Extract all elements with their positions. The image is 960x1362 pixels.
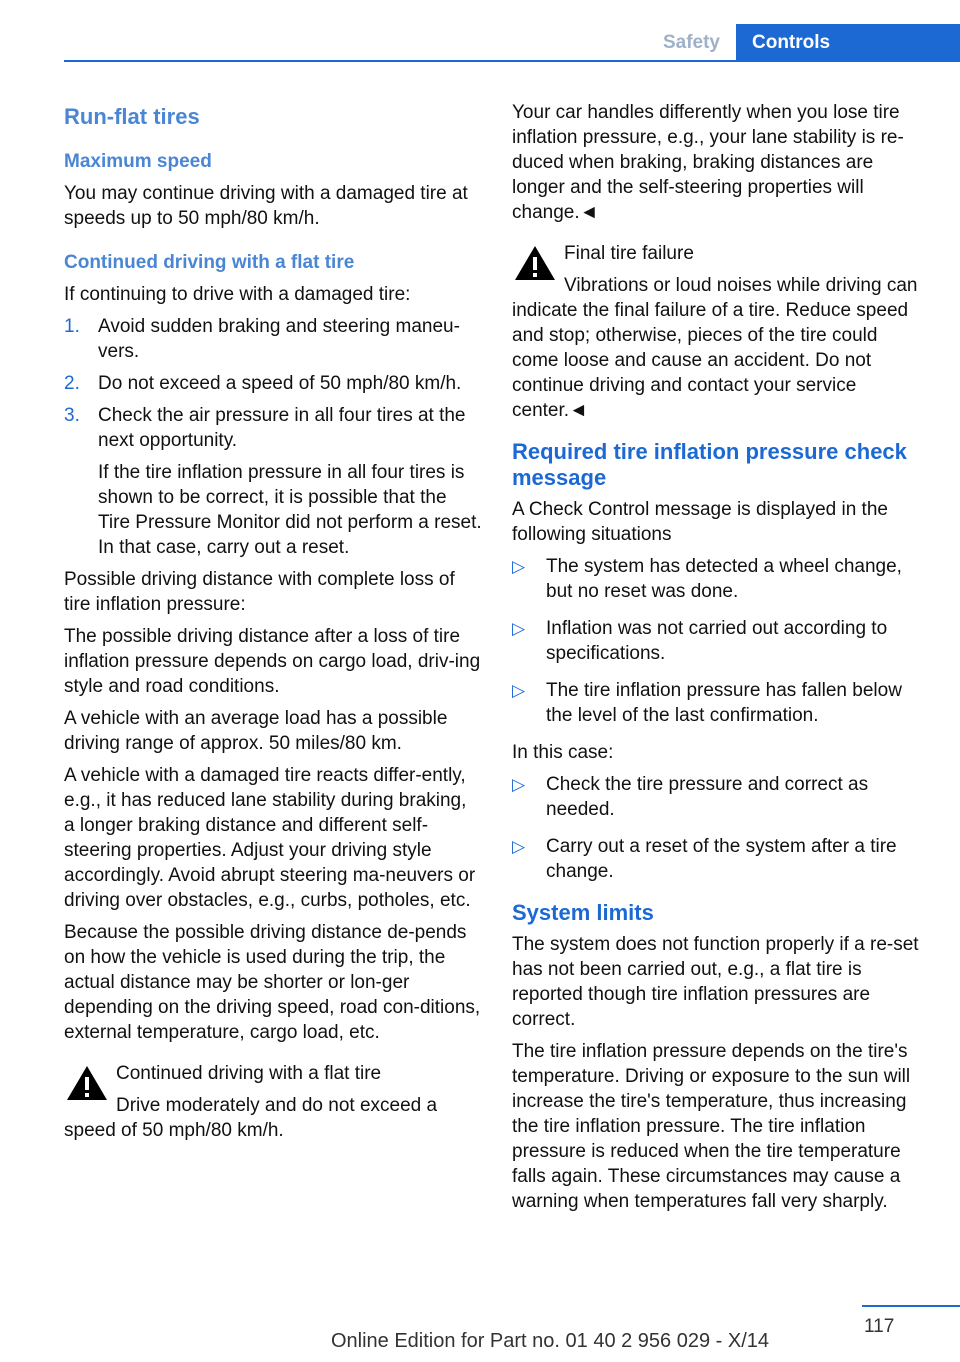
warning-triangle-icon — [64, 1063, 110, 1103]
step-text: Avoid sudden braking and steering maneu‐vers. — [98, 316, 460, 362]
subheading-continued-driving: Continued driving with a flat tire — [64, 252, 355, 273]
warning-title: Final tire failure — [564, 243, 694, 264]
section-title-run-flat-tires: Run-flat tires — [64, 104, 200, 129]
paragraph-max-speed: You may continue driving with a damaged tire at speeds up to 50 mph/80 km/h. — [64, 183, 468, 229]
footer-edition: Online Edition for Part no. 01 40 2 956 029 - X/14 — [330, 1330, 770, 1352]
list-item — [512, 616, 924, 666]
paragraph-continued-intro: If continuing to drive with a damaged tire: — [64, 284, 411, 305]
step-subtext: If the tire inflation pressure in all four tires is shown to be correct, it is possible that the Tire Pressure Monitor did not perform a reset. In that case, carry out a reset. — [98, 462, 482, 558]
tab-safety[interactable]: Safety — [662, 32, 720, 53]
heading-check-message: Required tire inflation pressure check message — [512, 439, 907, 490]
actions-list — [512, 772, 924, 884]
step-text: Check the air pressure in all four tires at the next opportunity. — [98, 405, 466, 451]
situations-list — [512, 554, 924, 728]
paragraph: The possible driving distance after a loss of tire inflation pressure depends on cargo load, driv‐ing style and road conditions. — [64, 626, 481, 697]
warning-triangle-icon — [512, 243, 558, 283]
triangle-bullet-icon: ▷ — [512, 557, 526, 576]
warning-block-flat-tire — [64, 1061, 482, 1143]
paragraph: Because the possible driving distance de‐pends on how the vehicle is used during the trip, the actual distance may be shorter or lon‐ger depending on the driving speed, road con‐ditions, external temperature, cargo load, etc. — [64, 922, 481, 1043]
step-number: 2. — [64, 373, 80, 394]
warning-body: Vibrations or loud noises while driving can indicate the final failure of a tire. Reduce speed and stop; otherwise, pieces of the tire could come loose and cause an accident. Do not continue driving and contact your service center.◄ — [512, 275, 918, 421]
triangle-bullet-icon: ▷ — [512, 775, 526, 794]
list-item-text: The tire inflation pressure has fallen below the level of the last confirmation. — [546, 680, 902, 726]
step-text: Do not exceed a speed of 50 mph/80 km/h. — [98, 373, 462, 394]
list-item-text: Carry out a reset of the system after a tire change. — [546, 836, 897, 882]
heading-system-limits: System limits — [512, 900, 654, 925]
paragraph: The tire inflation pressure depends on the tire's temperature. Driving or exposure to the sun will increase the tire's temperature, thus increasing the tire inflation pressure. The tire inflation pressure is reduced when the tire temperature falls again. These circumstances may cause a warning when temperatures fall very sharply. — [512, 1041, 911, 1212]
paragraph: Possible driving distance with complete loss of tire inflation pressure: — [64, 569, 455, 615]
list-item-text: Inflation was not carried out according to specifications. — [546, 618, 888, 664]
paragraph: A vehicle with a damaged tire reacts differ‐ently, e.g., it has reduced lane stability during braking, a longer braking distance and different self-steering properties. Adjust your driving style accordingly. Avoid abrupt steering ma‐neuvers or driving over obstacles, e.g., curbs, potholes, etc. — [64, 765, 476, 911]
list-item-text: The system has detected a wheel change, but no reset was done. — [546, 556, 902, 602]
triangle-bullet-icon: ▷ — [512, 619, 526, 638]
triangle-bullet-icon: ▷ — [512, 837, 526, 856]
list-item-text: Check the tire pressure and correct as needed. — [546, 774, 869, 820]
list-item — [512, 554, 924, 604]
triangle-bullet-icon: ▷ — [512, 681, 526, 700]
list-item — [512, 678, 924, 728]
paragraph-check-intro: A Check Control message is displayed in the following situations — [512, 499, 888, 545]
list-item — [64, 403, 482, 560]
paragraph-handling-intro: Your car handles differently when you lose tire inflation pressure, e.g., your lane stability is re‐duced when braking, braking distances are longer and the self-steering properties will change.◄ — [512, 102, 904, 223]
steps-list — [64, 314, 482, 560]
step-number: 1. — [64, 316, 80, 337]
tab-controls[interactable]: Controls — [736, 24, 960, 62]
list-item — [64, 371, 482, 396]
right-column — [512, 100, 924, 1221]
warning-body: Drive moderately and do not exceed a speed of 50 mph/80 km/h. — [64, 1095, 438, 1141]
subheading-maximum-speed: Maximum speed — [64, 151, 212, 172]
footer-rule — [862, 1305, 960, 1307]
page-number: 117 — [864, 1316, 895, 1337]
paragraph: The system does not function properly if a re‐set has not been carried out, e.g., a flat tire is reported though tire inflation pressures are correct. — [512, 934, 919, 1030]
warning-block-final-failure — [512, 241, 924, 423]
paragraph-in-this-case: In this case: — [512, 742, 614, 763]
list-item — [512, 772, 924, 822]
left-column — [64, 100, 482, 1150]
warning-title: Continued driving with a flat tire — [116, 1063, 382, 1084]
paragraph: A vehicle with an average load has a possible driving range of approx. 50 miles/80 km. — [64, 708, 448, 754]
list-item — [64, 314, 482, 364]
list-item — [512, 834, 924, 884]
step-number: 3. — [64, 405, 80, 426]
